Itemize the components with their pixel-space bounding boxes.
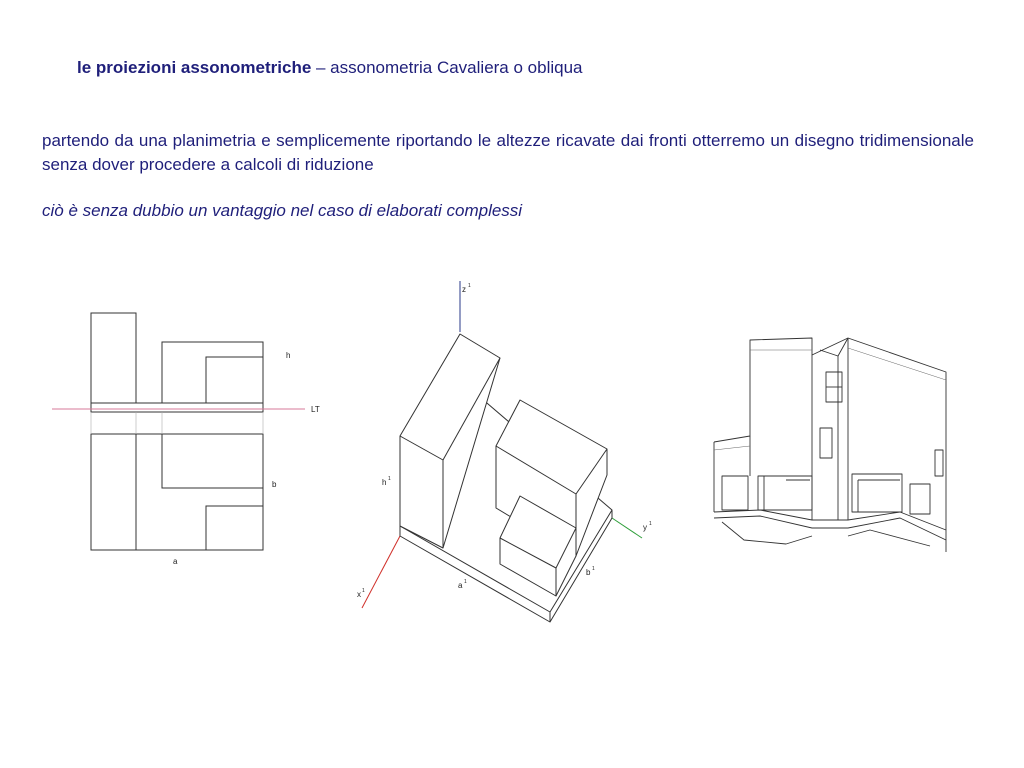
label-a: a — [173, 557, 178, 566]
right-door — [910, 484, 930, 514]
middle-window — [820, 428, 832, 458]
right-window — [935, 450, 943, 476]
left-door — [722, 476, 748, 510]
label-z-sup: 1 — [468, 283, 471, 289]
label-y-sup: 1 — [649, 521, 652, 527]
label-b: b — [272, 480, 277, 489]
label-h: h — [286, 351, 291, 360]
label-x: x — [357, 590, 361, 599]
label-y: y — [643, 523, 647, 532]
title-rest: – assonometria Cavaliera o obliqua — [311, 58, 583, 77]
advantage-note: ciò è senza dubbio un vantaggio nel caso di elaborati complessi — [42, 201, 523, 220]
label-a1-sup: 1 — [464, 579, 467, 585]
title-bold: le proiezioni assonometriche — [77, 58, 312, 77]
label-b1: b — [586, 568, 591, 577]
label-a1: a — [458, 581, 463, 590]
left-porch — [758, 476, 812, 510]
label-b1-sup: 1 — [592, 566, 595, 572]
label-z: z — [462, 285, 466, 294]
description-paragraph: partendo da una planimetria e semplicemente riportando le altezze ricavate dai fronti otterremo un disegno tridimensionale senza dover procedere a calcoli di riduzione — [42, 131, 974, 174]
label-h1: h — [382, 478, 387, 487]
label-h1-sup: 1 — [388, 476, 391, 482]
label-lt: LT — [311, 405, 320, 414]
label-x-sup: 1 — [362, 588, 365, 594]
